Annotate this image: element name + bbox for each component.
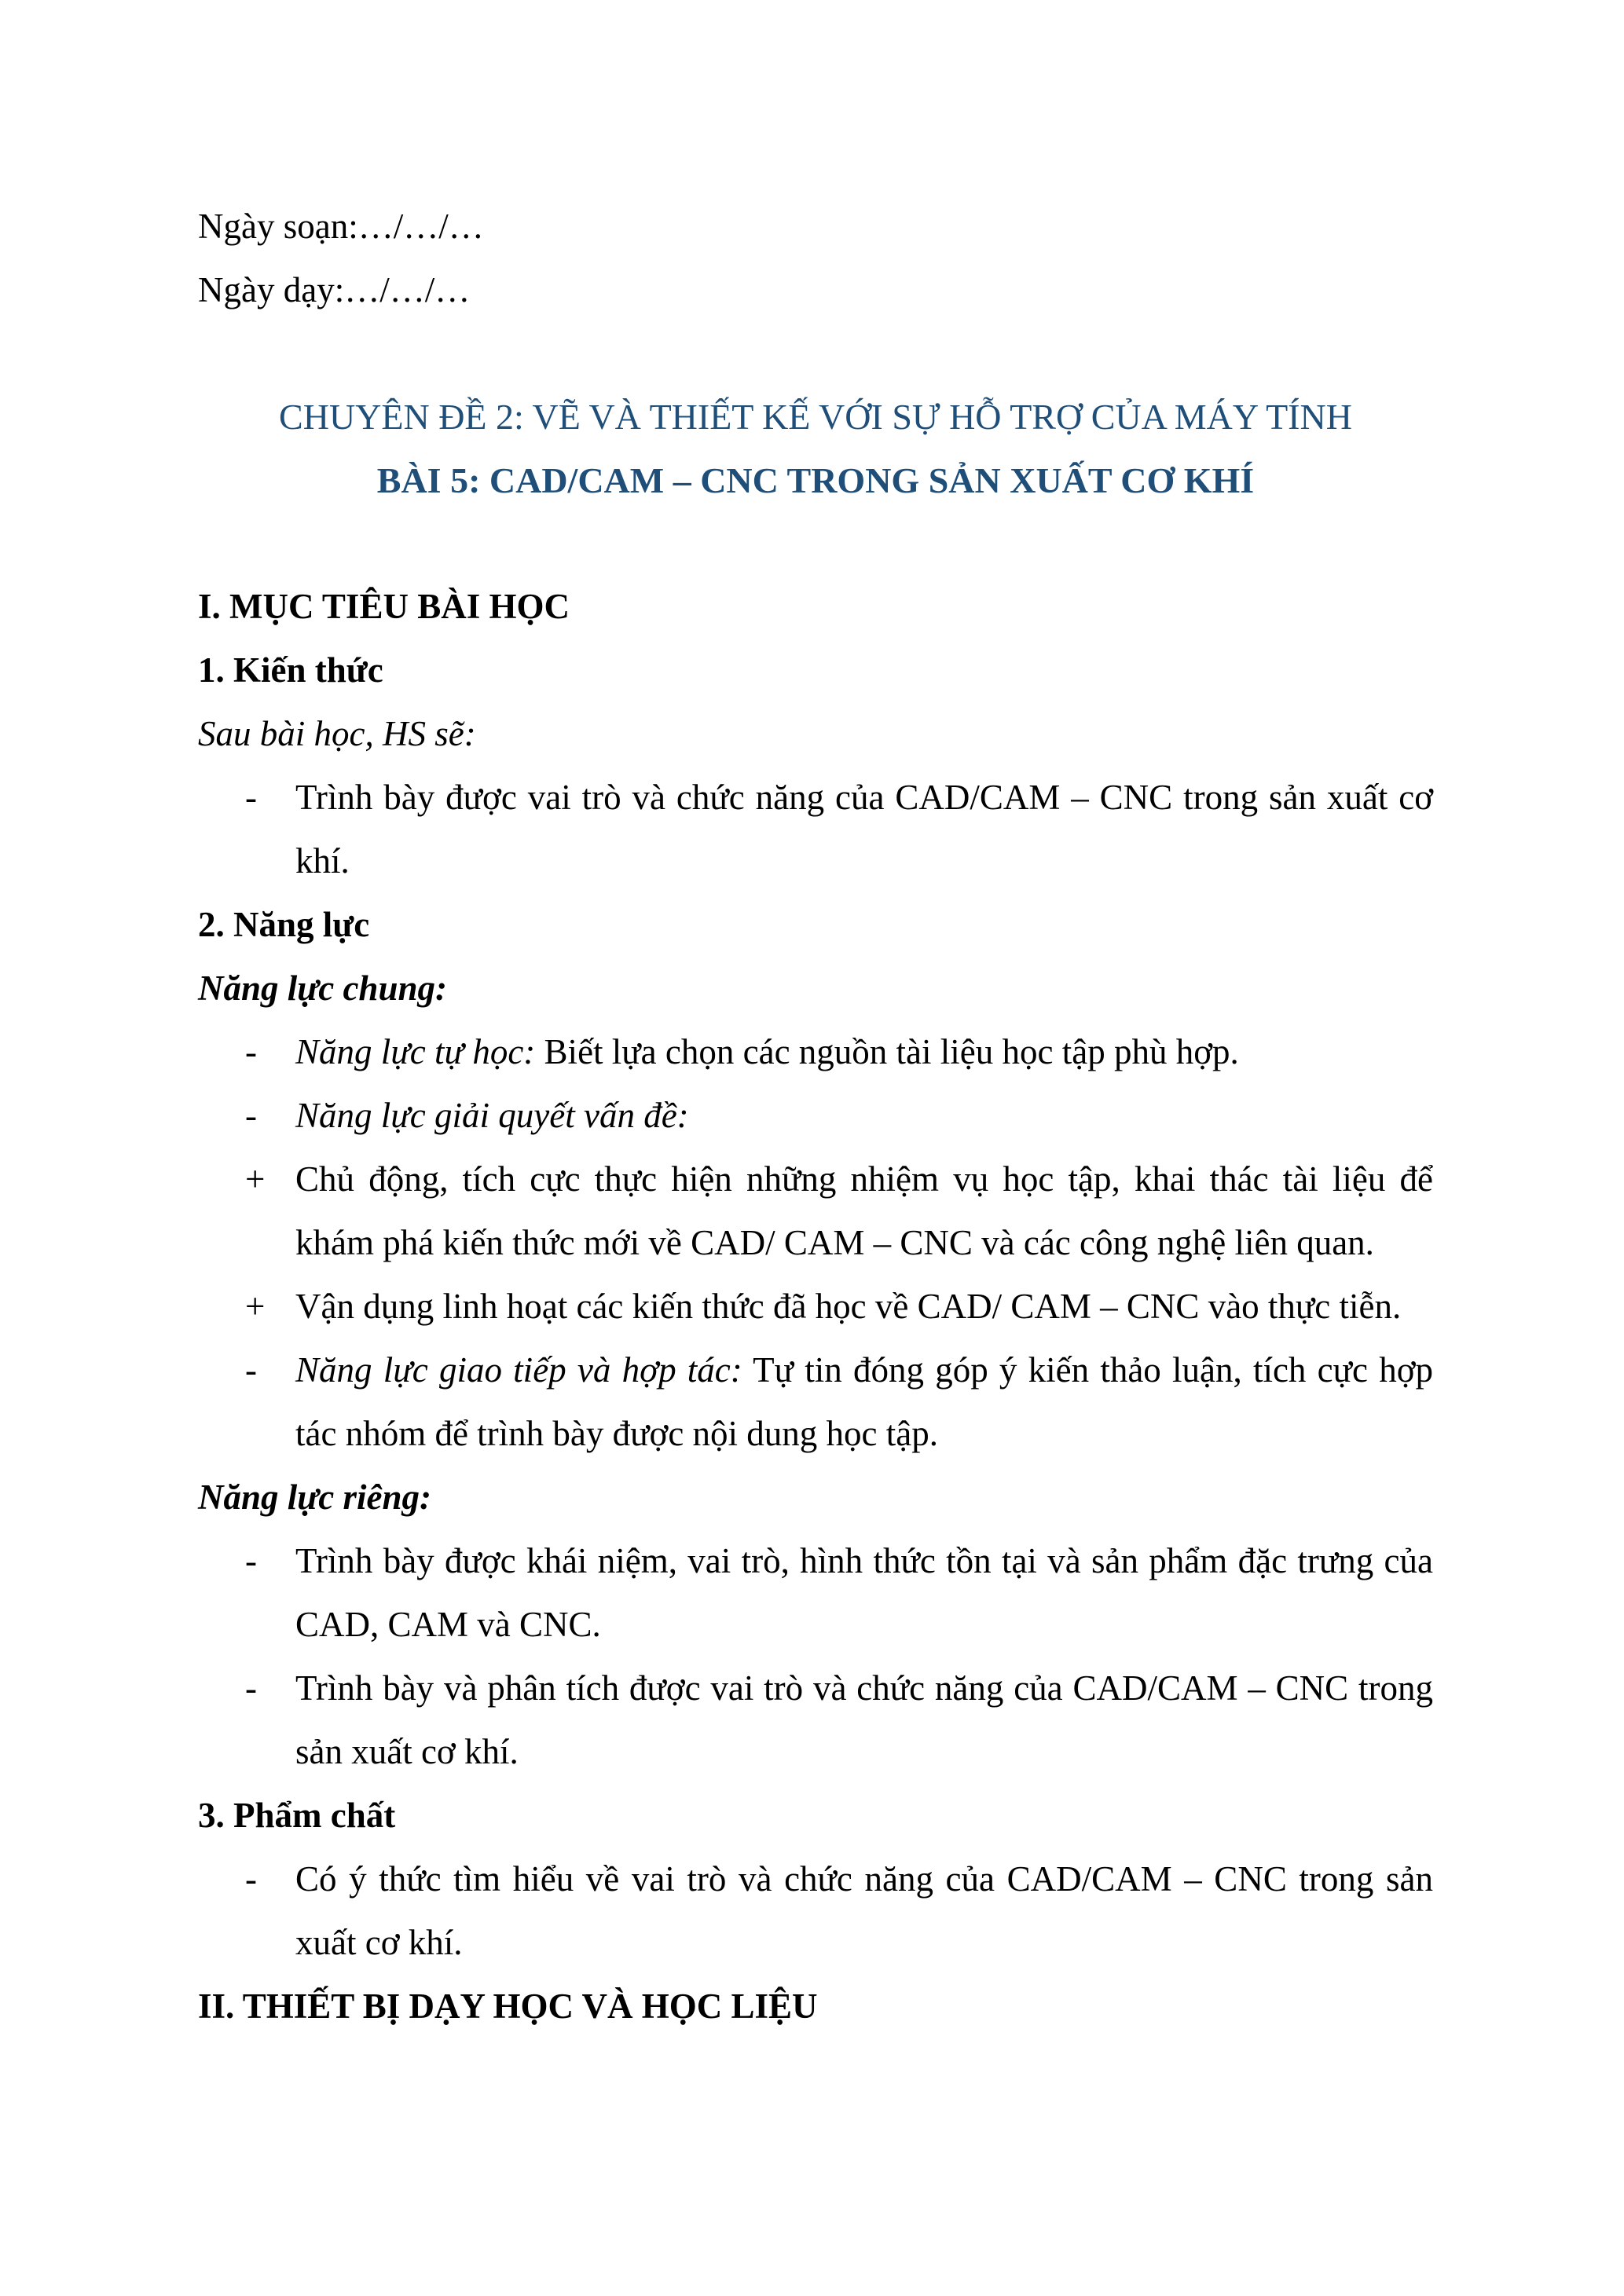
competence-heading: 2. Năng lực [198,905,370,944]
lesson-title: BÀI 5: CAD/CAM – CNC TRONG SẢN XUẤT CƠ KHÍ [376,460,1255,500]
list-item-text: Tự tin đóng góp ý kiến thảo luận, tích cực hợp tác nhóm để trình bày được nội dung học tập. [295,1350,1433,1453]
section-1-heading: I. MỤC TIÊU BÀI HỌC [198,587,570,626]
bullet-plus: + [245,1287,266,1326]
bullet-dash: - [245,1350,257,1390]
document-content [198,195,1433,2038]
date-taught: Ngày dạy:…/…/… [198,270,471,309]
list-item-text: Trình bày được khái niệm, vai trò, hình thức tồn tại và sản phẩm đặc trưng của CAD, CAM và CNC. [295,1541,1433,1644]
bullet-dash: - [245,778,257,817]
general-competence-heading: Năng lực chung: [198,969,447,1008]
section-2-heading: II. THIẾT BỊ DẠY HỌC VÀ HỌC LIỆU [198,1987,818,2026]
list-item-text: Có ý thức tìm hiểu về vai trò và chức năng của CAD/CAM – CNC trong sản xuất cơ khí. [295,1859,1433,1962]
date-prepared: Ngày soạn:…/…/… [198,207,484,246]
list-item [198,1020,1433,1084]
list-item-text: Vận dụng linh hoạt các kiến thức đã học về CAD/ CAM – CNC vào thực tiễn. [295,1287,1402,1326]
list-item [198,1338,1433,1466]
list-item-label: Năng lực giải quyết vấn đề: [295,1096,689,1135]
bullet-dash: - [245,1668,257,1708]
list-item [198,1084,1433,1148]
quality-heading: 3. Phẩm chất [198,1796,396,1835]
list-item [198,1847,1433,1975]
list-item-text: Chủ động, tích cực thực hiện những nhiệm vụ học tập, khai thác tài liệu để khám phá kiến thức mới về CAD/ CAM – CNC và các công nghệ liên quan. [295,1159,1433,1262]
list-item [198,766,1433,893]
bullet-dash: - [245,1859,257,1899]
topic-title: CHUYÊN ĐỀ 2: VẼ VÀ THIẾT KẾ VỚI SỰ HỖ TRỢ CỦA MÁY TÍNH [279,397,1352,437]
list-item-text: Trình bày và phân tích được vai trò và chức năng của CAD/CAM – CNC trong sản xuất cơ khí. [295,1668,1433,1771]
bullet-dash: - [245,1096,257,1135]
list-item-label: Năng lực giao tiếp và hợp tác: [295,1350,742,1390]
knowledge-intro: Sau bài học, HS sẽ: [198,714,476,753]
list-item-text: Trình bày được vai trò và chức năng của CAD/CAM – CNC trong sản xuất cơ khí. [295,778,1433,881]
bullet-dash: - [245,1032,257,1071]
knowledge-heading: 1. Kiến thức [198,650,383,690]
specific-competence-heading: Năng lực riêng: [198,1478,431,1517]
list-item [198,1275,1433,1338]
list-item-text: Biết lựa chọn các nguồn tài liệu học tập phù hợp. [535,1032,1239,1071]
list-item [198,1657,1433,1784]
bullet-plus: + [245,1159,266,1199]
list-item [198,1529,1433,1657]
list-item-label: Năng lực tự học: [295,1032,536,1071]
list-item [198,1148,1433,1275]
bullet-dash: - [245,1541,257,1580]
